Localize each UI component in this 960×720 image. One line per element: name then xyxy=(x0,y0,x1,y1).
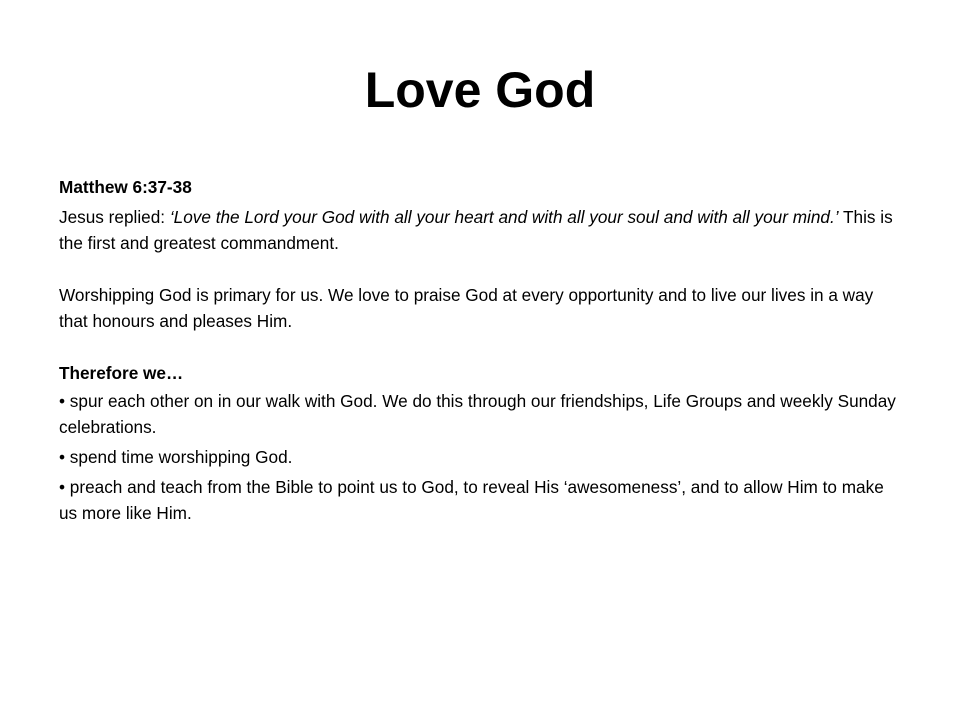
bullet-item-preach: • preach and teach from the Bible to point us to God, to reveal His ‘awesomeness’, and to allow Him to make us more like Him. xyxy=(59,477,884,523)
scripture-verse xyxy=(59,204,899,256)
verse-tail: This is the first and greatest commandment. xyxy=(59,207,893,253)
bullet-item-worship: • spend time worshipping God. xyxy=(59,447,293,467)
slide-title: Love God xyxy=(364,62,596,118)
worship-paragraph: Worshipping God is primary for us. We love to praise God at every opportunity and to live our lives in a way that honours and pleases Him. xyxy=(59,285,874,331)
verse-lead: Jesus replied: xyxy=(59,207,170,227)
verse-quote: ‘Love the Lord your God with all your heart and with all your soul and with all your mind.’ xyxy=(169,207,839,227)
scripture-reference: Matthew 6:37-38 xyxy=(59,177,192,197)
therefore-heading: Therefore we… xyxy=(59,363,184,383)
bullet-item-spur: • spur each other on in our walk with God. We do this through our friendships, Life Groups and weekly Sunday celebrations. xyxy=(59,391,896,437)
slide-body xyxy=(59,174,899,530)
